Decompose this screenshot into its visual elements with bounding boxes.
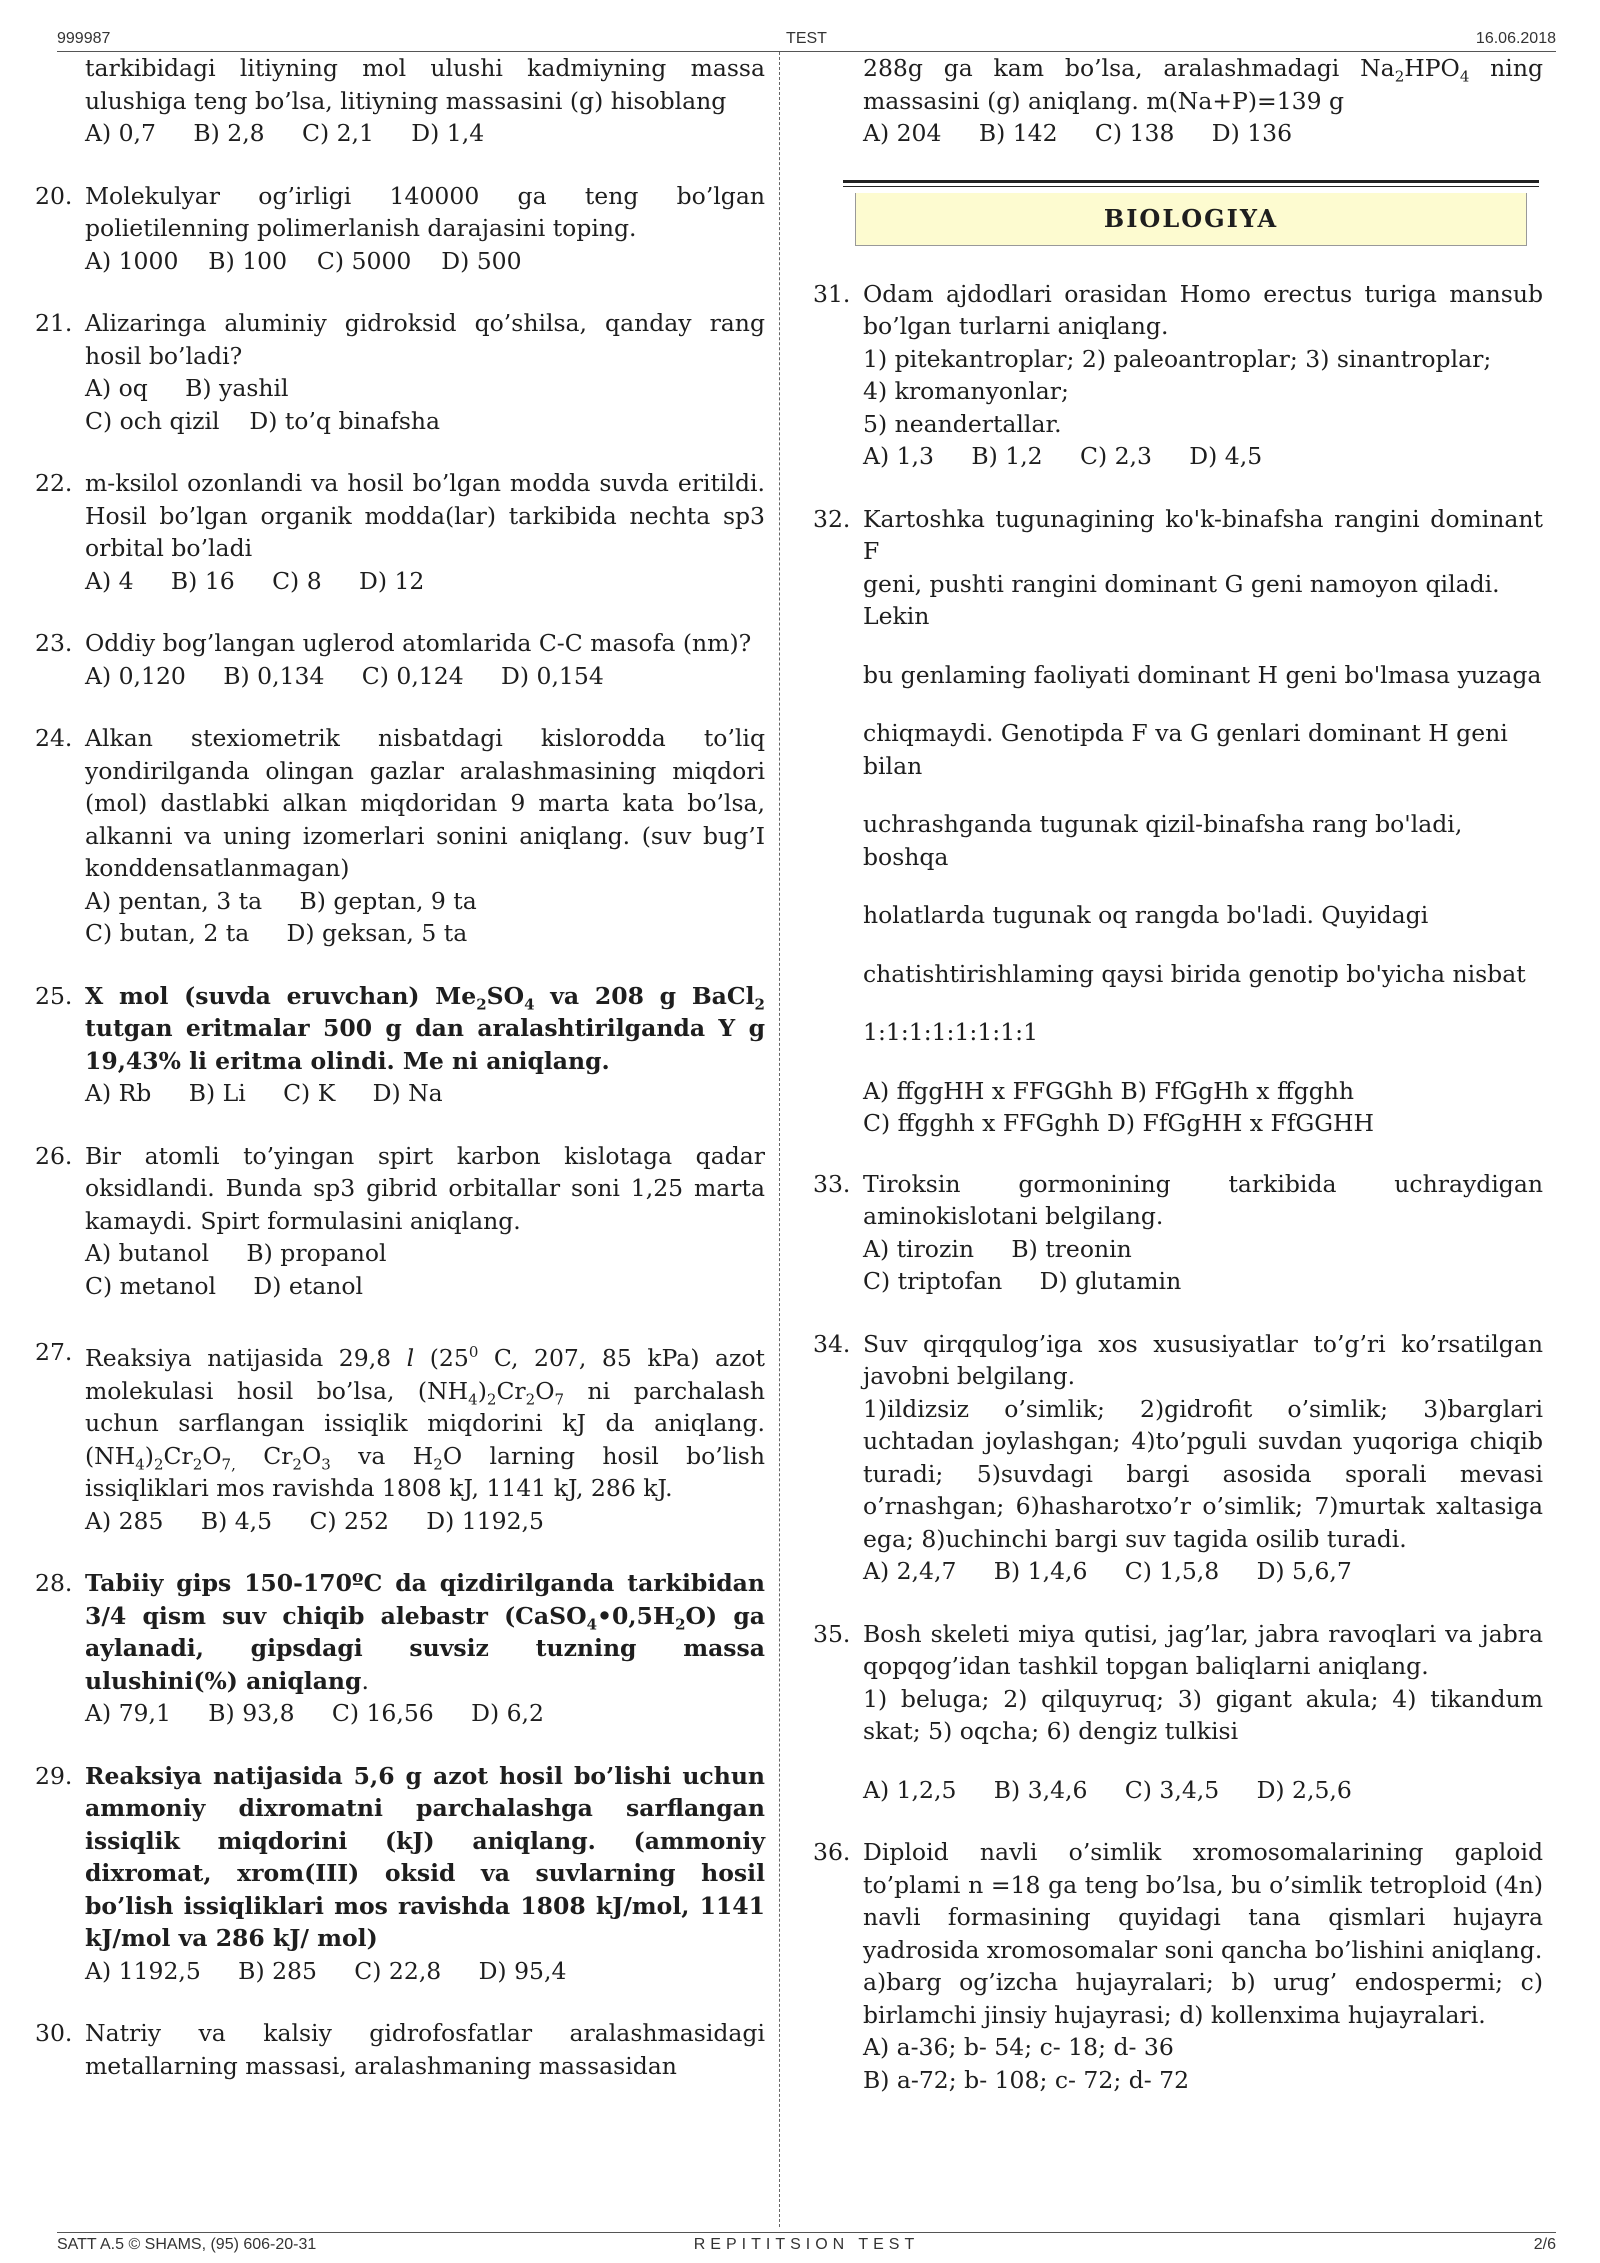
answer-options: A) 1,2,5 B) 3,4,6 C) 3,4,5 D) 2,5,6 bbox=[863, 1775, 1352, 1804]
section-title: BIOLOGIYA bbox=[855, 193, 1527, 246]
question-number: 32. bbox=[813, 504, 851, 533]
question-32-paragraph: chatishtirishlaming qaysi birida genotip bo'yicha nisbat bbox=[863, 959, 1526, 988]
question-27: 27. Reaksiya natijasida 29,8 l ($25^0$ C, 207, 85 kPa) azot molekulasi hosil bo’lsa, $(NH_4)_2Cr_2O_7$ ni parchalash uchun sarflangan issiqlik miqdorini kJ da aniqlang. $(NH_4)_2Cr_2O_{7,}$ $Cr_2O_3$ va $H_2O$ larning hosil bo’lish issiqliklari mos ravishda 1808 kJ, 1141 kJ, 286 kJ. A) 285 B) 4,5 C) 252 D) 1192,5 bbox=[35, 1342, 765, 1537]
question-29: 29. Reaksiya natijasida 5,6 g azot hosil bo’lishi uchun ammoniy dixromatni parchalashga sarflangan issiqlik miqdorini (kJ) aniqlang. (ammoniy dixromat, xrom(III) oksid va suvlarning hosil bo’lish issiqliklari mos ravishda 1808 kJ/mol, 1141 kJ/mol va 286 kJ/ mol) A) 1192,5 B) 285 C) 22,8 D) 95,4 bbox=[35, 1760, 765, 1988]
question-31: 31. Odam ajdodlari orasidan Homo erectus turiga mansub bo’lgan turlarni aniqlang. 1) pitekantroplar; 2) paleoantroplar; 3) sinantroplar; 4) kromanyonlar; 5) neandertallar. A) 1,3 B) 1,2 C) 2,3 D) 4,5 bbox=[813, 278, 1543, 473]
question-32: 32. Kartoshka tugunagining ko'k-binafsha rangini dominant F geni, pushti rangini dominant G geni namoyon qiladi. Lekin bbox=[813, 504, 1543, 630]
answer-options: A) 1000 B) 100 C) 5000 D) 500 bbox=[85, 246, 522, 275]
question-23: 23. Oddiy bog’langan uglerod atomlarida C-C masofa (nm)? A) 0,120 B) 0,134 C) 0,124 D) 0,154 bbox=[35, 627, 765, 692]
answer-options: A) 1,3 B) 1,2 C) 2,3 D) 4,5 bbox=[863, 442, 1263, 470]
answer-options: A) Rb B) Li C) K D) Na bbox=[85, 1079, 443, 1107]
answer-options: A) ffggHH x FFGGhh B) FfGgHh x ffgghh bbox=[863, 1076, 1355, 1105]
answer-options: A) 285 B) 4,5 C) 252 D) 1192,5 bbox=[85, 1506, 544, 1535]
question-number: 21. bbox=[35, 309, 73, 337]
question-25: 25. X mol (suvda eruvchan) $Me_2SO_4$ va 208 g BaCl$_2$ tutgan eritmalar 500 g dan aralashtirilganda Y g 19,43% li eritma olindi. Me ni aniqlang. A) Rb B) Li C) K D) Na bbox=[35, 980, 765, 1110]
question-24: 24. Alkan stexiometrik nisbatdagi kislorodda to’liq yondirilganda olingan gazlar aralashmasining miqdori (mol) dastlabki alkan miqdoridan 9 marta kata bo’lsa, alkanni va uning izomerlari sonini aniqlang. (suv bug’I konddensatlanmagan) A) pentan, 3 ta B) geptan, 9 ta C) butan, 2 ta D) geksan, 5 ta bbox=[35, 722, 765, 950]
question-32-paragraph: chiqmaydi. Genotipda F va G genlari dominant H geni bilan bbox=[863, 719, 1508, 780]
question-number: 28. bbox=[35, 1569, 73, 1597]
page-header bbox=[57, 30, 1556, 52]
question-21: 21. Alizaringa aluminiy gidroksid qo’shilsa, qanday rang hosil bo’ladi? A) oq B) yashil C) och qizil D) to’q binafsha bbox=[35, 307, 765, 437]
page-footer bbox=[57, 2236, 1556, 2258]
question-32-paragraph: uchrashganda tugunak qizil-binafsha rang bo'ladi, boshqa bbox=[863, 810, 1463, 871]
question-number: 33. bbox=[813, 1169, 851, 1198]
question-32-ratio: 1:1:1:1:1:1:1:1 bbox=[863, 1018, 1039, 1046]
answer-options: C) metanol D) etanol bbox=[85, 1271, 364, 1300]
footer-rule bbox=[57, 2232, 1556, 2233]
question-33: 33. Tiroksin gormonining tarkibida uchraydigan aminokislotani belgilang. A) tirozin B) treonin C) triptofan D) glutamin bbox=[813, 1168, 1543, 1298]
question-19-continuation: tarkibidagi litiyning mol ulushi kadmiyning massa ulushiga teng bo’lsa, litiyning massasini (g) hisoblang A) 0,7 B) 2,8 C) 2,1 D) 1,4 bbox=[85, 54, 765, 147]
question-32-paragraph: holatlarda tugunak oq rangda bo'ladi. Quyidagi bbox=[863, 901, 1429, 929]
question-number: 24. bbox=[35, 724, 73, 752]
question-30: 30. Natriy va kalsiy gidrofosfatlar aralashmasidagi metallarning massasi, aralashmaning massasidan bbox=[35, 2019, 765, 2080]
answer-options: B) a-72; b- 108; c- 72; d- 72 bbox=[863, 2065, 1190, 2094]
question-number: 29. bbox=[35, 1761, 73, 1790]
answer-options: A) 79,1 B) 93,8 C) 16,56 D) 6,2 bbox=[85, 1699, 544, 1727]
question-number: 35. bbox=[813, 1619, 851, 1648]
answer-options: A) oq B) yashil bbox=[85, 374, 289, 402]
right-column bbox=[813, 52, 1543, 2126]
question-36: 36. Diploid navli o’simlik xromosomalarining gaploid to’plami n =18 ga teng bo’lsa, bu o’simlik tetroploid (4n) navli formasining quyidagi tana qismlari hujayra yadrosida xromosomalar soni qancha bo’lishini aniqlang. a)barg og’izcha hujayralari; b) urug’ endospermi; c) birlamchi jinsiy hujayrasi; d) kollenxima hujayralari. A) a-36; b- 54; c- 18; d- 36 B) a-72; b- 108; c- 72; d- 72 bbox=[813, 1836, 1543, 2096]
footer-copyright: SATT A.5 © SHAMS, (95) 606-20-31 bbox=[57, 2236, 317, 2253]
question-number: 34. bbox=[813, 1329, 851, 1358]
answer-options: A) 1192,5 B) 285 C) 22,8 D) 95,4 bbox=[85, 1956, 567, 1985]
header-date: 16.06.2018 bbox=[1475, 30, 1556, 47]
left-column bbox=[35, 52, 765, 2112]
answer-options: A) 0,120 B) 0,134 C) 0,124 D) 0,154 bbox=[85, 661, 604, 690]
answer-options: C) ffgghh x FFGghh D) FfGgHH x FfGGHH bbox=[863, 1109, 1375, 1137]
question-32-options bbox=[813, 1075, 1543, 1140]
answer-options: A) a-36; b- 54; c- 18; d- 36 bbox=[863, 2033, 1174, 2061]
question-35: 35. Bosh skeleti miya qutisi, jag’lar, jabra ravoqlari va jabra qopqog’idan tashkil topgan baliqlarni aniqlang. 1) beluga; 2) qilquyruq; 3) gigant akula; 4) tikandum skat; 5) oqcha; 6) dengiz tulkisi A) 1,2,5 B) 3,4,6 C) 3,4,5 D) 2,5,6 bbox=[813, 1618, 1543, 1807]
answer-options: A) 204 B) 142 C) 138 D) 136 bbox=[863, 119, 1293, 147]
footer-title: REPITITSION TEST bbox=[693, 2236, 920, 2253]
answer-options: A) 4 B) 16 C) 8 D) 12 bbox=[85, 566, 425, 595]
answer-options: A) tirozin B) treonin bbox=[863, 1234, 1132, 1263]
answer-options: C) butan, 2 ta D) geksan, 5 ta bbox=[85, 919, 468, 947]
question-number: 36. bbox=[813, 1838, 851, 1866]
question-number: 22. bbox=[35, 469, 73, 497]
question-number: 26. bbox=[35, 1141, 73, 1170]
answer-options: A) 2,4,7 B) 1,4,6 C) 1,5,8 D) 5,6,7 bbox=[863, 1557, 1352, 1585]
question-22: 22. m-ksilol ozonlandi va hosil bo’lgan modda suvda eritildi. Hosil bo’lgan organik modda(lar) tarkibida nechta sp3 orbital bo’ladi A) 4 B) 16 C) 8 D) 12 bbox=[35, 467, 765, 597]
answer-options: A) pentan, 3 ta B) geptan, 9 ta bbox=[85, 886, 477, 915]
question-number: 31. bbox=[813, 279, 851, 308]
question-26: 26. Bir atomli to’yingan spirt karbon kislotaga qadar oksidlandi. Bunda sp3 gibrid orbitallar soni 1,25 marta kamaydi. Spirt formulasini aniqlang. A) butanol B) propanol C) metanol D) etanol bbox=[35, 1140, 765, 1303]
section-banner bbox=[843, 180, 1539, 246]
question-30-continuation: 288g ga kam bo’lsa, aralashmadagi $Na_2HPO_4$ ning massasini (g) aniqlang. m(Na+P)=139 g A) 204 B) 142 C) 138 D) 136 bbox=[813, 52, 1543, 150]
question-number: 25. bbox=[35, 981, 73, 1010]
question-number: 20. bbox=[35, 181, 73, 210]
question-number: 30. bbox=[35, 2019, 73, 2047]
question-28: 28. Tabiiy gips 150-170ºC da qizdirilganda tarkibidan 3/4 qism suv chiqib alebastr $(CaSO_4•0,5H_2O)$ ga aylanadi, gipsdagi suvsiz tuzning massa ulushini(%) aniqlang. A) 79,1 B) 93,8 C) 16,56 D) 6,2 bbox=[35, 1567, 765, 1730]
question-34: 34. Suv qirqqulog’iga xos xususiyatlar to’g’ri ko’rsatilgan javobni belgilang. 1)ildizsiz o’simlik; 2)gidrofit o’simlik; 3)barglari uchtadan joylashgan; 4)to’pguli suvdan yuqoriga chiqib turadi; 5)suvdagi bargi asosida sporali mevasi o’rnashgan; 6)hasharotxo’r o’simlik; 7)murtak xaltasiga ega; 8)uchinchi bargi suv tagida osilib turadi. A) 2,4,7 B) 1,4,6 C) 1,5,8 D) 5,6,7 bbox=[813, 1328, 1543, 1588]
question-number: 27. bbox=[35, 1338, 73, 1366]
column-divider bbox=[779, 52, 780, 2227]
question-20: 20. Molekulyar og’irligi 140000 ga teng bo’lgan polietilenning polimerlanish darajasini toping. A) 1000 B) 100 C) 5000 D) 500 bbox=[35, 180, 765, 278]
header-title: TEST bbox=[786, 30, 827, 47]
answer-options: C) och qizil D) to’q binafsha bbox=[85, 406, 441, 435]
answer-options: C) triptofan D) glutamin bbox=[863, 1267, 1182, 1295]
page-number: 2/6 bbox=[1533, 2236, 1556, 2253]
header-code: 999987 bbox=[57, 30, 111, 47]
question-32-paragraph: bu genlaming faoliyati dominant H geni bo'lmasa yuzaga bbox=[863, 660, 1542, 689]
answer-options: A) butanol B) propanol bbox=[85, 1239, 387, 1267]
question-number: 23. bbox=[35, 629, 73, 657]
